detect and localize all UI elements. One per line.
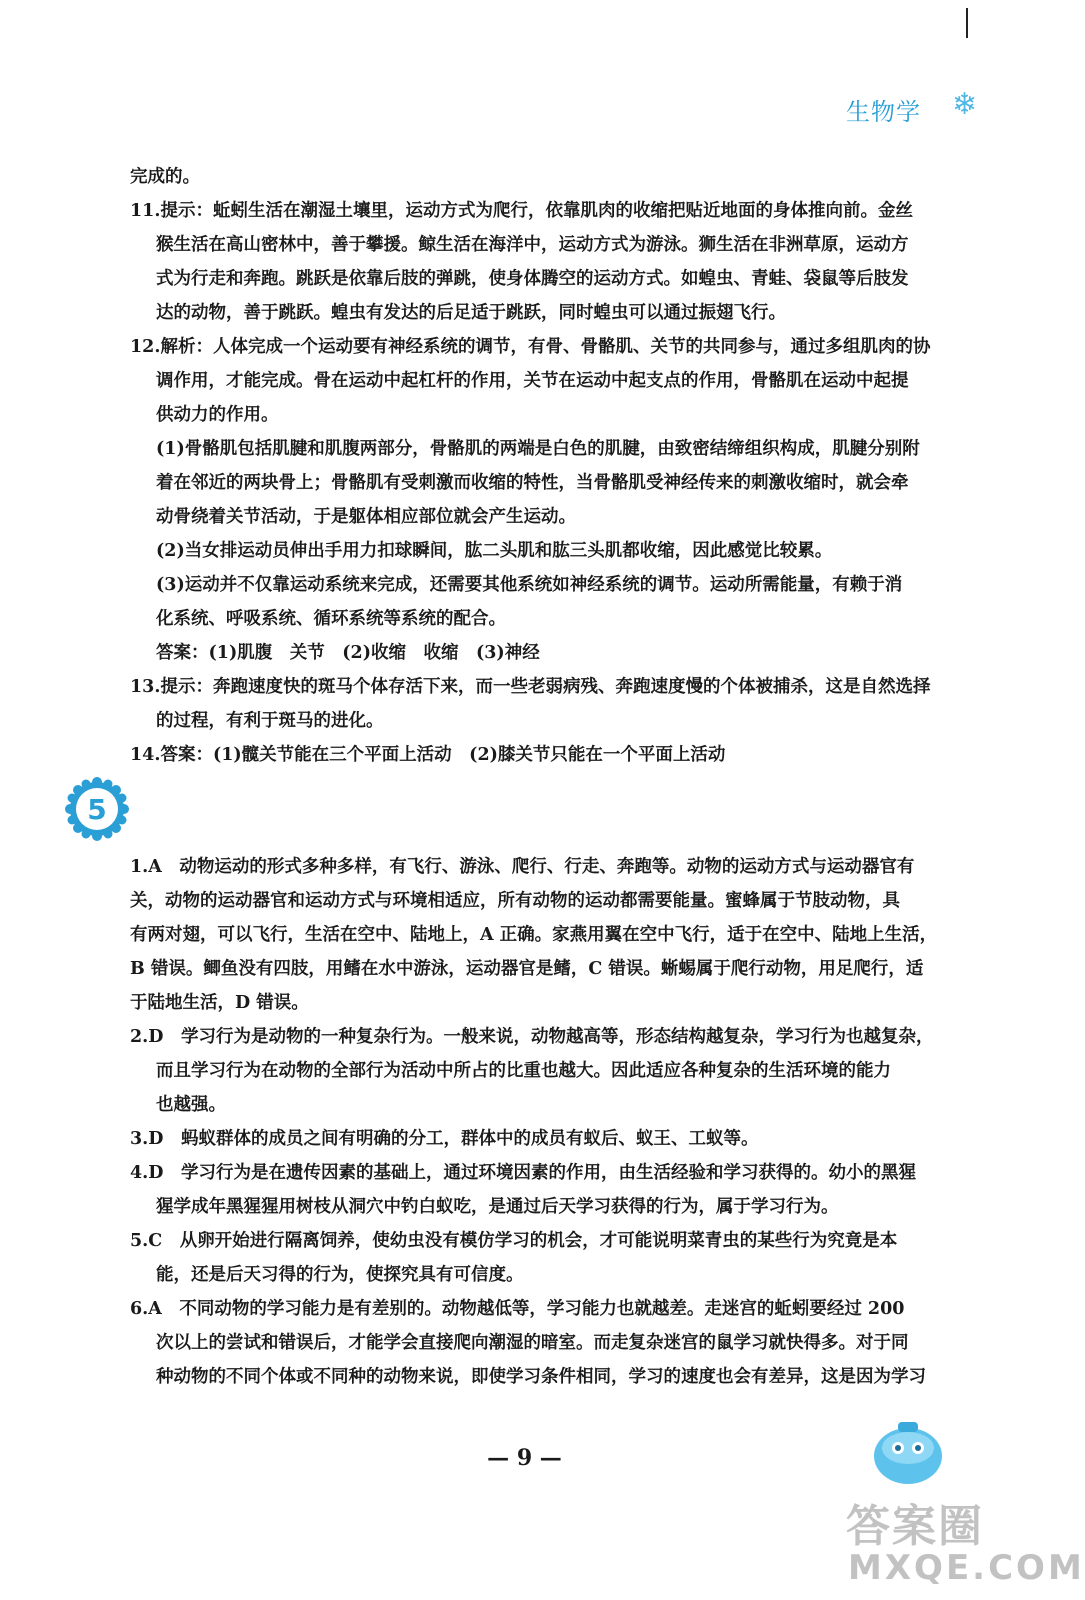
- text-line: 1.A 动物运动的形式多种多样，有飞行、游泳、爬行、行走、奔跑等。动物的运动方式与运动器官有: [130, 857, 915, 877]
- text-line: 的过程，有利于斑马的进化。: [156, 711, 384, 731]
- text-line: 完成的。: [130, 167, 200, 187]
- text-line: 而且学习行为在动物的全部行为活动中所占的比重也越大。因此适应各种复杂的生活环境的能力: [156, 1061, 891, 1081]
- text-line: 次以上的尝试和错误后，才能学会直接爬向潮湿的暗室。而走复杂迷宫的鼠学习就快得多。对于同: [156, 1333, 909, 1353]
- text-line: (2)当女排运动员伸出手用力扣球瞬间，肱二头肌和肱三头肌都收缩，因此感觉比较累。: [156, 541, 833, 561]
- subject-title: 生物学: [846, 98, 921, 126]
- answer-block: [130, 850, 938, 1020]
- text-line: 14.答案：(1)髋关节能在三个平面上活动 (2)膝关节只能在一个平面上活动: [130, 745, 726, 765]
- answer-block: [130, 636, 920, 670]
- answer-block: [130, 432, 920, 534]
- answer-block: [130, 330, 931, 432]
- watermark: [818, 1490, 1085, 1600]
- text-line: 5.C 从卵开始进行隔离饲养，使幼虫没有模仿学习的机会，才可能说明菜青虫的某些行为究竟是本: [130, 1231, 898, 1251]
- text-line: B 错误。鲫鱼没有四肢，用鳍在水中游泳，运动器官是鳍，C 错误。蜥蜴属于爬行动物，用足爬行，适: [130, 959, 924, 979]
- text-line: 化系统、呼吸系统、循环系统等系统的配合。: [156, 609, 506, 629]
- text-line: (1)骨骼肌包括肌腱和肌腹两部分，骨骼肌的两端是白色的肌腱，由致密结缔组织构成，肌腱分别附: [156, 439, 920, 459]
- text-line: 式为行走和奔跑。跳跃是依靠后肢的弹跳，使身体腾空的运动方式。如蝗虫、青蛙、袋鼠等后肢发: [156, 269, 909, 289]
- text-line: 供动力的作用。: [156, 405, 279, 425]
- text-line: 猩学成年黑猩猩用树枝从洞穴中钓白蚁吃，是通过后天学习获得的行为，属于学习行为。: [156, 1197, 839, 1217]
- text-line: 调作用，才能完成。骨在运动中起杠杆的作用，关节在运动中起支点的作用，骨骼肌在运动中起提: [156, 371, 909, 391]
- text-line: (3)运动并不仅靠运动系统来完成，还需要其他系统如神经系统的调节。运动所需能量，有赖于消: [156, 575, 903, 595]
- text-line: 3.D 蚂蚁群体的成员之间有明确的分工，群体中的成员有蚁后、蚁王、工蚁等。: [130, 1129, 759, 1149]
- watermark-line1: 答案圈: [846, 1501, 984, 1552]
- text-line: 11.提示：蚯蚓生活在潮湿土壤里，运动方式为爬行，依靠肌肉的收缩把贴近地面的身体推向前。金丝: [130, 201, 913, 221]
- answer-block: [130, 568, 920, 636]
- text-line: 能，还是后天习得的行为，使探究具有可信度。: [156, 1265, 524, 1285]
- text-line: 也越强。: [156, 1095, 226, 1115]
- section-badge-number: 5: [87, 793, 107, 826]
- page-number: — 9 —: [487, 1445, 562, 1471]
- answer-block: [130, 1020, 934, 1122]
- text-line: 于陆地生活，D 错误。: [130, 993, 309, 1013]
- answers-section-5: [130, 850, 938, 1394]
- text-line: 猴生活在高山密林中，善于攀援。鲸生活在海洋中，运动方式为游泳。狮生活在非洲草原，运动方: [156, 235, 909, 255]
- text-line: 2.D 学习行为是动物的一种复杂行为。一般来说，动物越高等，形态结构越复杂，学习行为也越复杂，: [130, 1027, 934, 1047]
- watermark-line2: MXQE.COM: [848, 1548, 1085, 1588]
- answer-block: [130, 1156, 920, 1224]
- answer-block: [130, 1224, 920, 1292]
- top-rule: [966, 8, 968, 38]
- answers-section-4: [130, 160, 931, 772]
- text-line: 答案：(1)肌腹 关节 (2)收缩 收缩 (3)神经: [156, 643, 540, 663]
- text-line: 4.D 学习行为是在遗传因素的基础上，通过环境因素的作用，由生活经验和学习获得的。幼小的黑猩: [130, 1163, 916, 1183]
- answer-block: [130, 738, 920, 772]
- answer-block: [130, 194, 920, 330]
- section-badge-icon: [66, 778, 128, 840]
- text-line: 13.提示：奔跑速度快的斑马个体存活下来，而一些老弱病残、奔跑速度慢的个体被捕杀，这是自然选择: [130, 677, 931, 697]
- text-line: 6.A 不同动物的学习能力是有差别的。动物越低等，学习能力也就越差。走迷宫的蚯蚓要经过 200: [130, 1299, 905, 1319]
- answer-block: [130, 670, 931, 738]
- text-line: 关，动物的运动器官和运动方式与环境相适应，所有动物的运动都需要能量。蜜蜂属于节肢动物，具: [130, 891, 900, 911]
- mascot-icon: [868, 1418, 948, 1488]
- answer-block: [130, 160, 920, 194]
- answer-block: [130, 1292, 926, 1394]
- text-line: 达的动物，善于跳跃。蝗虫有发达的后足适于跳跃，同时蝗虫可以通过振翅飞行。: [156, 303, 786, 323]
- text-line: 动骨绕着关节活动，于是躯体相应部位就会产生运动。: [156, 507, 576, 527]
- text-line: 有两对翅，可以飞行，生活在空中、陆地上，A 正确。家燕用翼在空中飞行，适于在空中、陆地上生活，: [130, 925, 938, 945]
- answer-block: [130, 1122, 920, 1156]
- text-line: 着在邻近的两块骨上；骨骼肌有受刺激而收缩的特性，当骨骼肌受神经传来的刺激收缩时，就会牵: [156, 473, 909, 493]
- text-line: 种动物的不同个体或不同种的动物来说，即使学习条件相同，学习的速度也会有差异，这是因为学习: [156, 1367, 926, 1387]
- text-line: 12.解析：人体完成一个运动要有神经系统的调节，有骨、骨骼肌、关节的共同参与，通过多组肌肉的协: [130, 337, 931, 357]
- snowflake-icon: ❄: [952, 87, 978, 122]
- answer-block: [130, 534, 920, 568]
